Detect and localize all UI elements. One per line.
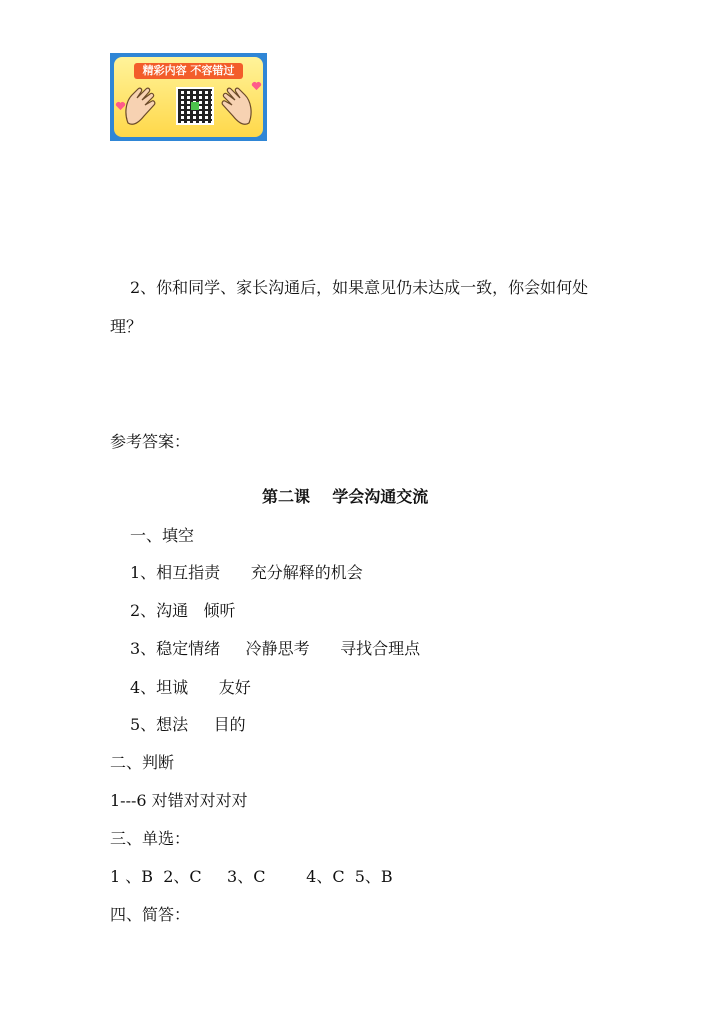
qr-logo	[191, 102, 199, 110]
clapping-hand-icon	[213, 83, 255, 131]
qr-code-image	[176, 87, 214, 125]
fill-in-answer: 5、想法 目的	[130, 715, 246, 734]
fill-in-answer: 1、相互指责 充分解释的机会	[130, 563, 363, 582]
section-judge: 二、判断	[110, 753, 175, 772]
question-2-line-2: 理？	[110, 317, 143, 336]
question-2-line-1: 2、你和同学、家长沟通后，如果意见仍未达成一致，你会如何处	[130, 278, 589, 297]
section-short-answer: 四、简答：	[110, 905, 191, 924]
promo-banner-image	[110, 53, 267, 141]
promo-banner-inner	[114, 57, 263, 137]
fill-in-answer: 4、坦诚 友好	[130, 678, 251, 697]
single-choice-answers: 1 、B 2、C 3、C 4、C 5、B	[110, 867, 393, 886]
lesson-title: 第二课 学会沟通交流	[262, 487, 429, 506]
section-single-choice: 三、单选：	[110, 829, 191, 848]
clapping-hand-icon	[122, 83, 164, 131]
section-fill-in: 一、填空	[130, 526, 195, 545]
answers-heading: 参考答案：	[110, 432, 191, 451]
banner-title: 精彩内容 不容错过	[134, 63, 243, 79]
fill-in-answer: 3、稳定情绪 冷静思考 寻找合理点	[130, 639, 421, 658]
fill-in-answer: 2、沟通 倾听	[130, 601, 236, 620]
judge-answers: 1---6 对错对对对对	[110, 791, 248, 810]
